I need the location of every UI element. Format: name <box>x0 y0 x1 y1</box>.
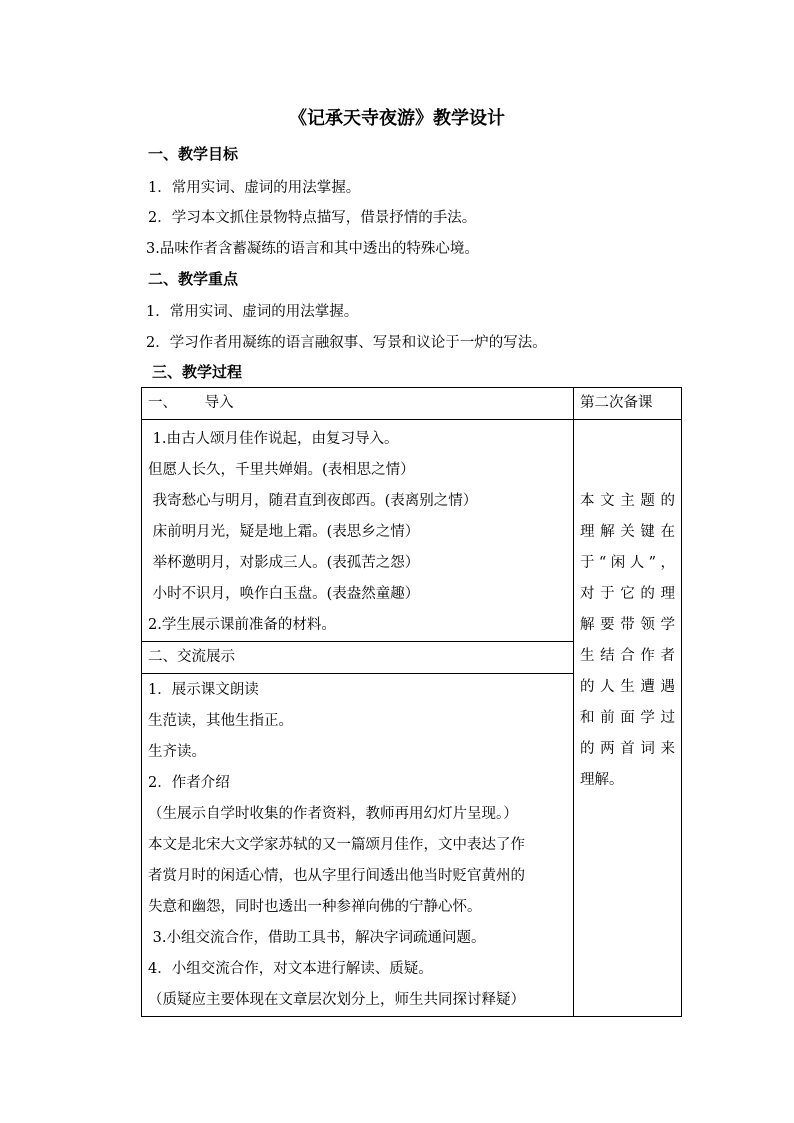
section-heading-process: 三、教学过程 <box>152 363 243 381</box>
step1-content-cell <box>142 420 574 642</box>
section-heading-goals: 一、教学目标 <box>148 145 239 163</box>
step2-line: （质疑应主要体现在文章层次划分上，师生共同探讨释疑） <box>148 992 525 1008</box>
focus-item-1: 1．常用实词、虚词的用法掌握。 <box>146 304 359 320</box>
step1-line: 2.学生展示课前准备的材料。 <box>148 617 336 633</box>
step1-line: 举杯邀明月，对影成三人。(表孤苦之怨） <box>148 555 420 571</box>
second-prep-note-cell <box>574 420 682 1017</box>
step2-heading-cell <box>142 642 574 674</box>
second-prep-note-line: 的人生遭遇 <box>580 679 675 695</box>
header-second-prep-cell <box>574 388 682 420</box>
step2-line: 1．展示课文朗读 <box>148 682 259 698</box>
second-prep-note-line: 的两首词来 <box>580 741 675 757</box>
goal-item-2: 2．学习本文抓住景物特点描写，借景抒情的手法。 <box>148 210 477 226</box>
lesson-process-table <box>141 387 682 1017</box>
step2-line: 2．作者介绍 <box>148 775 230 791</box>
step2-line: 生齐读。 <box>148 744 206 760</box>
second-prep-note-line: 解要带领学 <box>580 617 675 633</box>
step2-line: 本文是北宋大文学家苏轼的又一篇颂月佳作，文中表达了作 <box>148 837 525 853</box>
step2-line: 者赏月时的闲适心情，也从字里行间透出他当时贬官黄州的 <box>148 868 525 884</box>
second-prep-note-line: 和前面学过 <box>580 710 675 726</box>
second-prep-note-line: 理解。 <box>580 772 624 788</box>
step1-line: 床前明月光，疑是地上霜。(表思乡之情） <box>148 524 420 540</box>
step2-line: 3.小组交流合作，借助工具书，解决字词疏通问题。 <box>148 930 486 946</box>
step2-line: 生范读，其他生指正。 <box>148 713 293 729</box>
step2-heading: 二、交流展示 <box>148 649 235 665</box>
second-prep-note-line: 理解关键在 <box>580 524 675 540</box>
second-prep-note-line: 于“闲人”， <box>580 555 675 571</box>
step2-line: 4．小组交流合作，对文本进行解读、质疑。 <box>148 961 433 977</box>
header-step1-cell <box>142 388 574 420</box>
second-prep-note-line: 对于它的理 <box>580 586 675 602</box>
second-prep-note-line: 生结合作者 <box>580 648 675 664</box>
section-heading-focus: 二、教学重点 <box>148 270 239 288</box>
page-title: 《记承天寺夜游》教学设计 <box>289 108 505 129</box>
header-second-prep: 第二次备课 <box>580 395 653 411</box>
step1-line: 我寄愁心与明月，随君直到夜郎西。(表离别之情） <box>148 493 478 509</box>
step1-line: 但愿人长久，千里共婵娟。(表相思之情） <box>148 462 415 478</box>
second-prep-note-line: 本文主题的 <box>580 493 675 509</box>
step2-content-cell <box>142 674 574 1017</box>
goal-item-1: 1．常用实词、虚词的用法掌握。 <box>148 180 361 196</box>
step1-line: 小时不识月，唤作白玉盘。(表盎然童趣） <box>148 586 420 602</box>
header-step1: 一、 导入 <box>148 395 234 411</box>
step2-line: （生展示自学时收集的作者资料，教师再用幻灯片呈现。） <box>148 806 518 822</box>
step1-line: 1.由古人颂月佳作说起，由复习导入。 <box>148 431 399 447</box>
goal-item-3: 3.品味作者含蓄凝练的语言和其中透出的特殊心境。 <box>146 241 479 257</box>
step2-line: 失意和幽怨，同时也透出一种参禅向佛的宁静心怀。 <box>148 899 482 915</box>
focus-item-2: 2．学习作者用凝练的语言融叙事、写景和议论于一炉的写法。 <box>146 335 547 351</box>
